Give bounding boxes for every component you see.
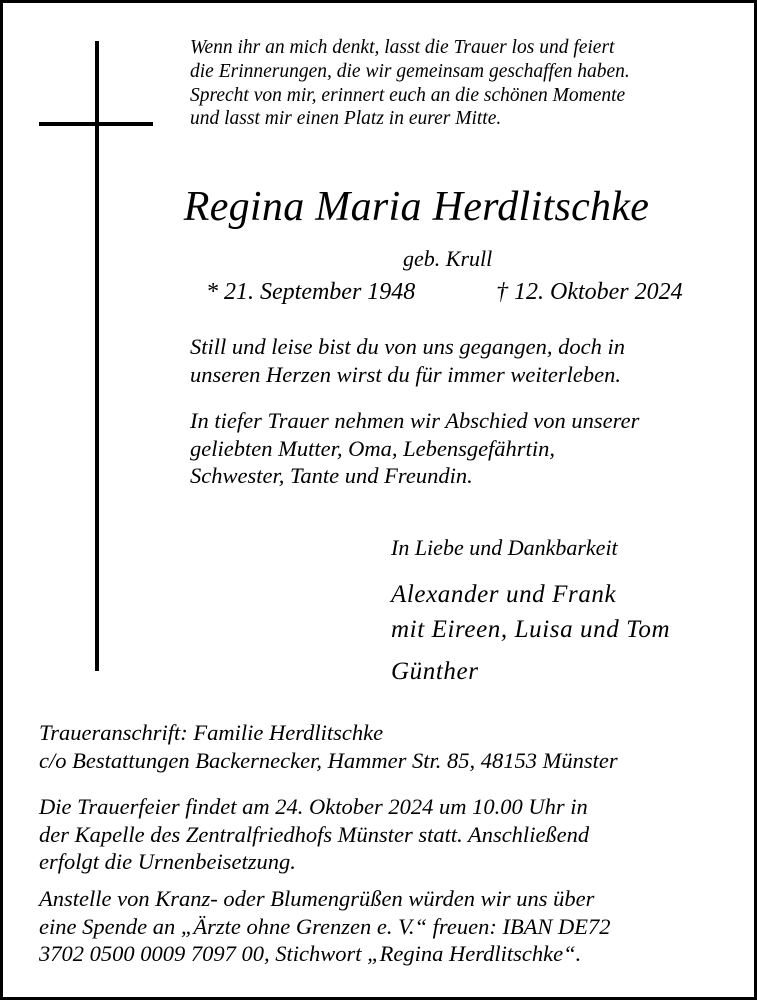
text-line: geliebten Mutter, Oma, Lebensgefährtin, [190, 435, 555, 461]
signature-intro: In Liebe und Dankbarkeit [391, 535, 618, 560]
poem-line: Sprecht von mir, erinnert euch an die schönen Momente [190, 84, 626, 106]
donation-info [39, 885, 611, 968]
farewell-paragraph [190, 333, 625, 388]
mourning-paragraph [190, 407, 639, 490]
text-line: erfolgt die Urnenbeisetzung. [39, 849, 296, 874]
memorial-poem [190, 36, 630, 131]
cross-icon-vertical-bar [95, 41, 99, 671]
text-line: unseren Herzen wirst du für immer weiterleben. [190, 361, 621, 387]
deceased-name: Regina Maria Herdlitschke [183, 184, 650, 230]
text-line: der Kapelle des Zentralfriedhofs Münster statt. Anschließend [39, 821, 590, 847]
birth-date: * 21. September 1948 [206, 279, 416, 305]
poem-line: Wenn ihr an mich denkt, lasst die Trauer los und feiert [190, 37, 615, 58]
birth-name: geb. Krull [403, 246, 493, 271]
cross-icon-horizontal-bar [39, 122, 153, 126]
text-line: Traueranschrift: Familie Herdlitschke [39, 720, 384, 745]
text-line: 3702 0500 0009 7097 00, Stichwort „Regina Herdlitschke“. [39, 941, 582, 966]
ceremony-info [39, 793, 589, 876]
poem-line: die Erinnerungen, die wir gemeinsam geschaffen haben. [190, 60, 630, 82]
text-line: Schwester, Tante und Freundin. [190, 463, 473, 488]
text-line: Anstelle von Kranz- oder Blumengrüßen würden wir uns über [39, 886, 595, 911]
text-line: eine Spende an „Ärzte ohne Grenzen e. V.“ freuen: IBAN DE72 [39, 913, 611, 939]
signer-name: Alexander und Frank [391, 581, 617, 608]
text-line: c/o Bestattungen Backernecker, Hammer Str. 85, 48153 Münster [39, 747, 618, 773]
mourning-address [39, 719, 618, 774]
signer-name: mit Eireen, Luisa und Tom [391, 616, 671, 643]
signers-list [391, 577, 670, 689]
text-line: Die Trauerfeier findet am 24. Oktober 2024 um 10.00 Uhr in [39, 794, 588, 819]
poem-line: und lasst mir einen Platz in eurer Mitte. [190, 108, 502, 130]
text-line: In tiefer Trauer nehmen wir Abschied von unserer [190, 408, 640, 433]
text-line: Still und leise bist du von uns gegangen, doch in [190, 334, 625, 359]
signer-name: Günther [391, 658, 479, 685]
death-date: † 12. Oktober 2024 [496, 279, 683, 305]
